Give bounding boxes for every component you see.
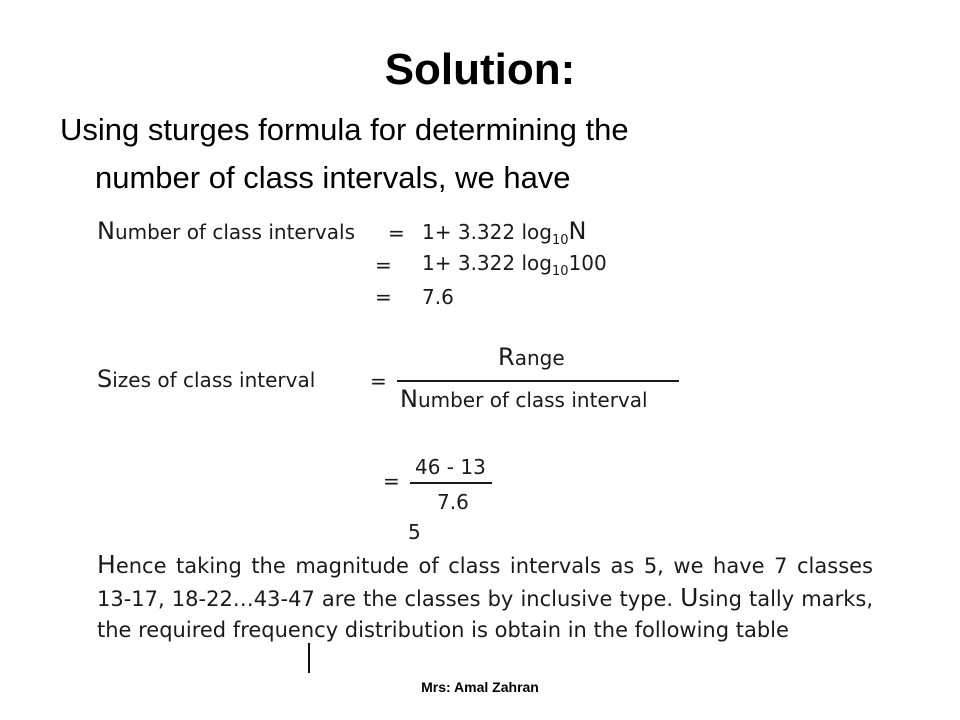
fraction1-bar: [397, 380, 679, 382]
formula-row3-value: 7.6: [422, 285, 454, 309]
fraction1-numerator: Range: [498, 343, 565, 371]
conclusion-paragraph: Hence taking the magnitude of class intervals as 5, we have 7 classes 13-17, 18-22…43-47 are the classes by inclusive type. Using tally marks, the required frequency distribution is obtain in the following table: [97, 550, 874, 642]
intro-line-2: number of class intervals, we have: [95, 160, 571, 195]
formula-row1-expression: 1+ 3.322 $\log_{10}N$: [422, 217, 587, 248]
fraction2-bar: [410, 482, 492, 484]
text-cursor: [308, 643, 310, 673]
formula-row1-equals: =: [388, 221, 405, 245]
slide-title: Solution:: [384, 45, 576, 94]
formula-row1-label: Number of class intervals: [97, 217, 356, 245]
fraction2-denominator: 7.6: [437, 490, 469, 514]
formula-result: 5: [408, 520, 421, 544]
size-equals: =: [370, 369, 387, 393]
fraction2-numerator: 46 - 13: [415, 455, 486, 479]
intro-line-1: Using sturges formula for determining the: [60, 112, 629, 147]
size-label: Sizes of class interval: [97, 365, 316, 393]
formula-row2-equals: =: [375, 253, 392, 277]
footer-author: Mrs: Amal Zahran: [421, 679, 539, 695]
fraction1-denominator: Number of class interval: [400, 385, 648, 413]
fraction2-equals: =: [383, 469, 400, 493]
formula-row3-equals: =: [375, 285, 392, 309]
formula-row2-expression: 1+ 3.322 $\log_{10}100$: [422, 251, 607, 279]
